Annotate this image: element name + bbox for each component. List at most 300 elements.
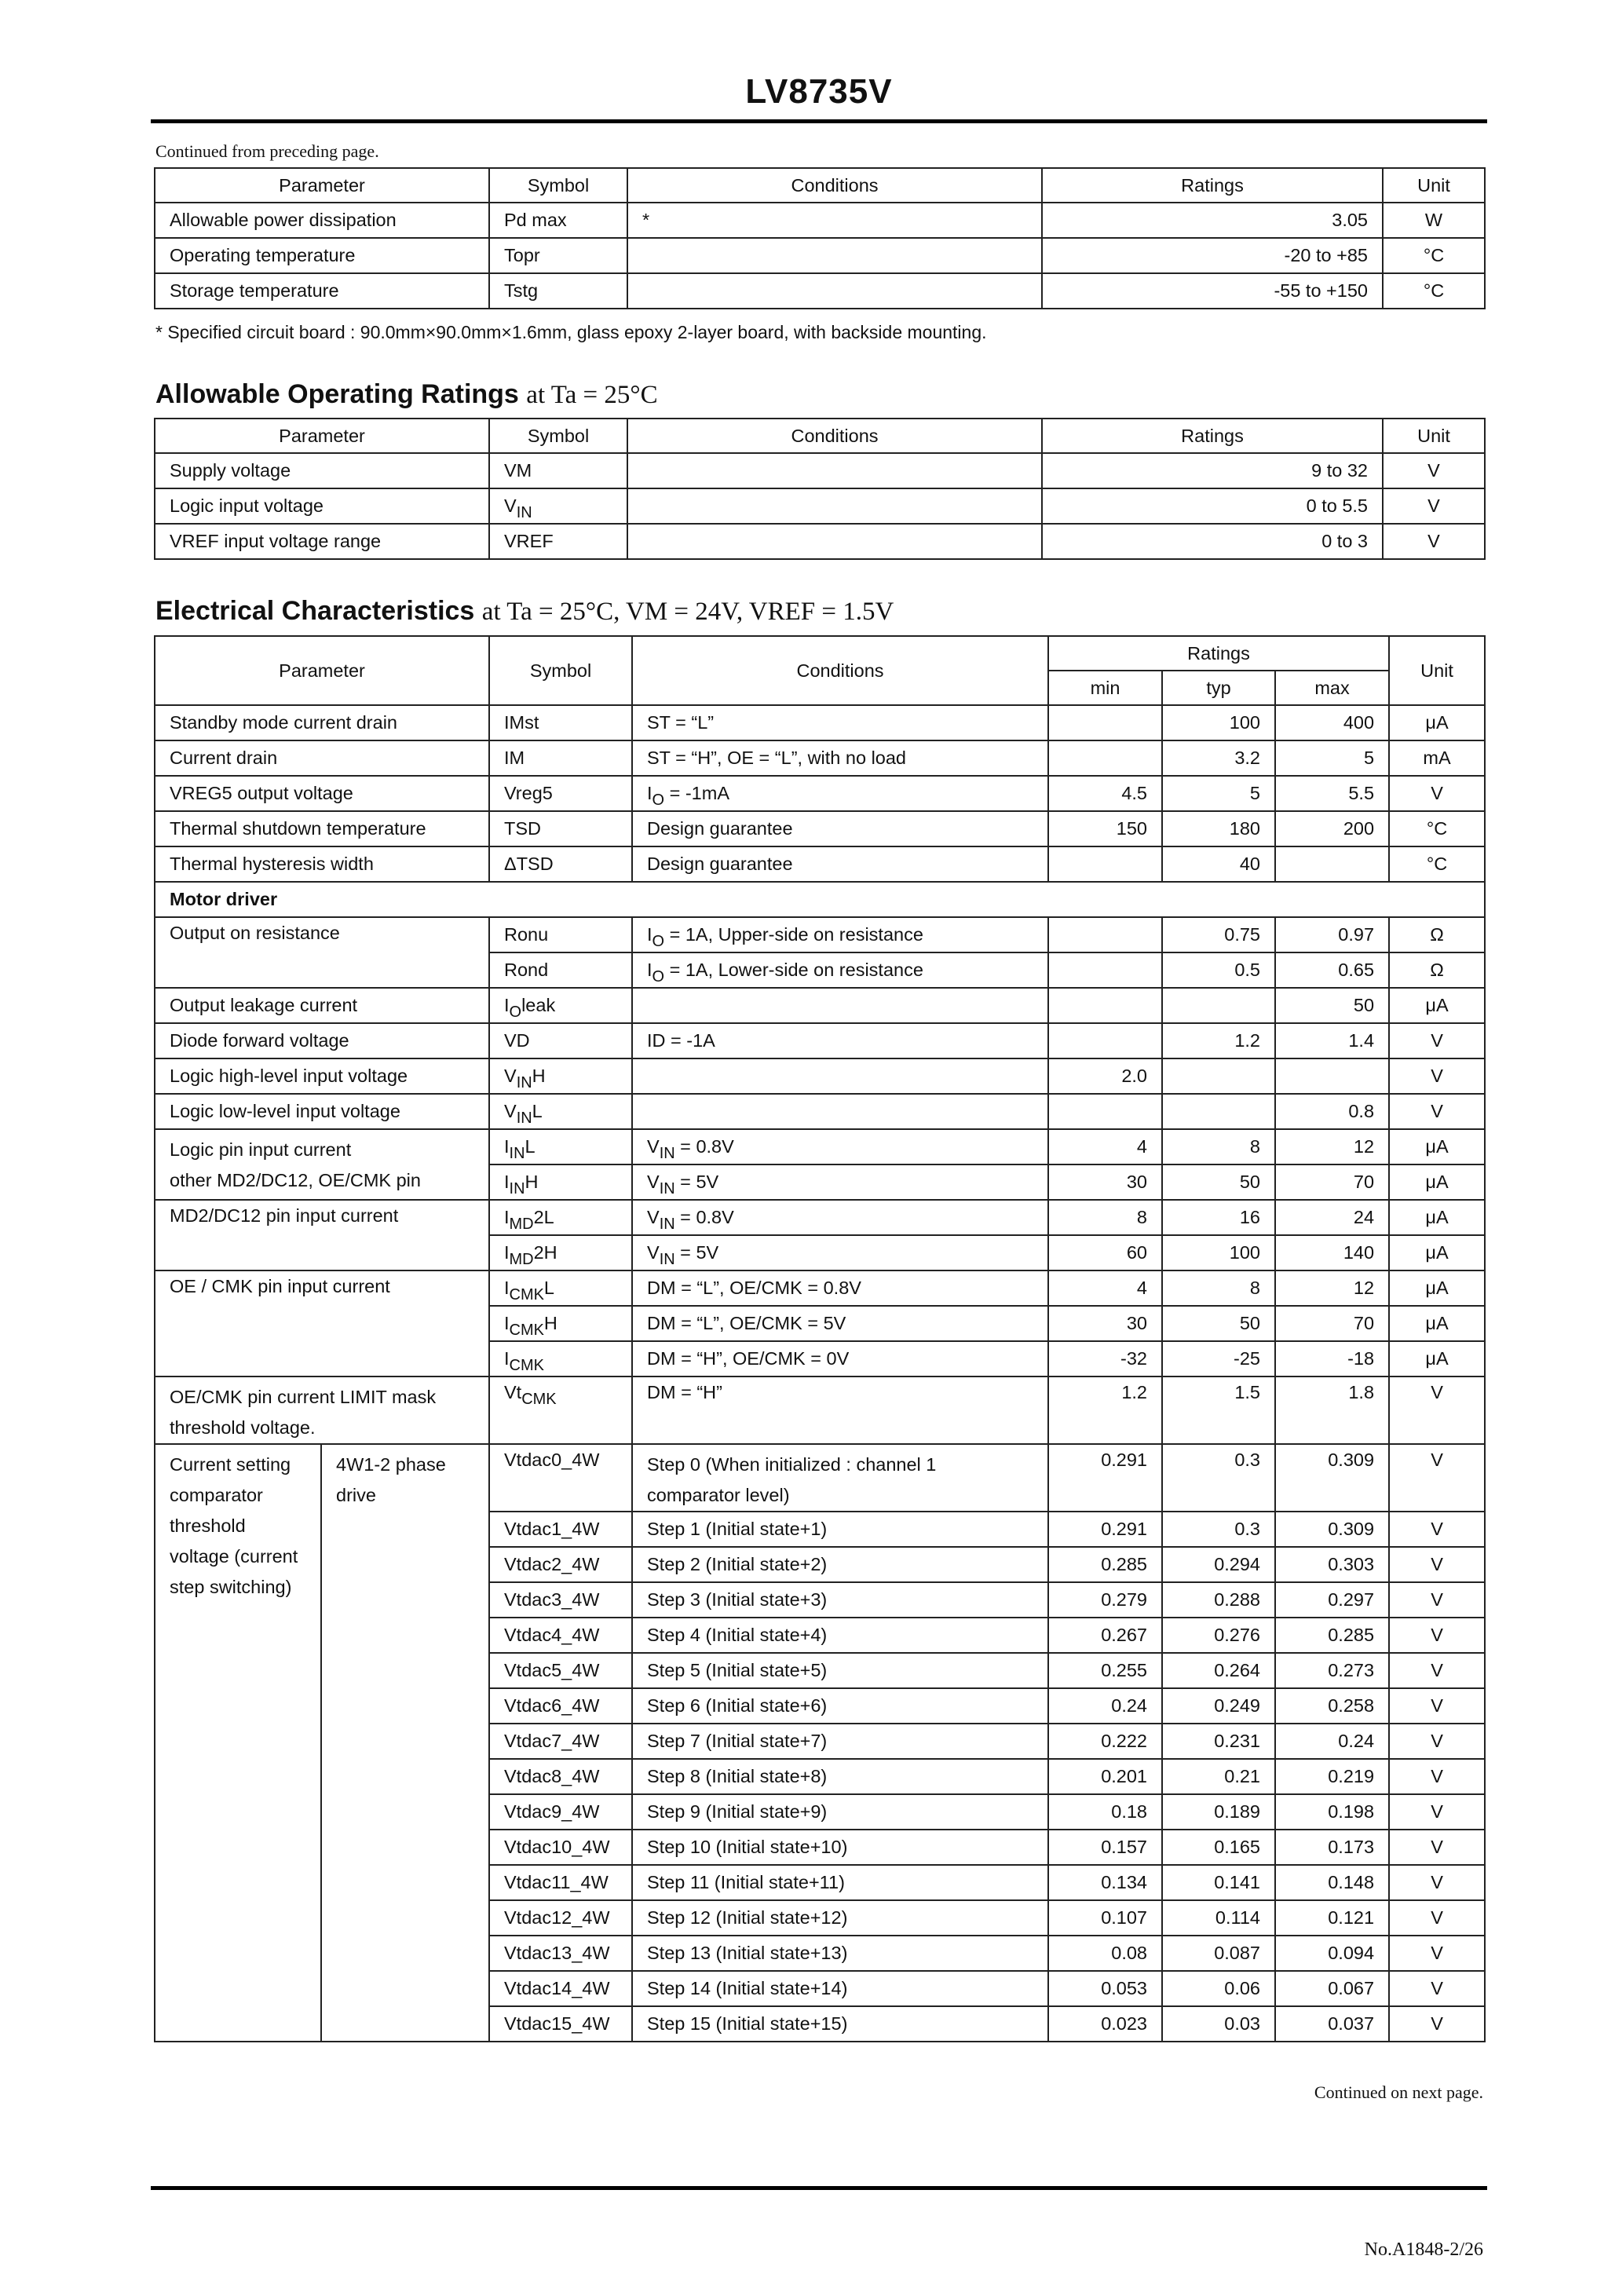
cell-max: 70 bbox=[1275, 1164, 1389, 1200]
cell-symbol bbox=[489, 488, 627, 524]
cell-param: Current drain bbox=[155, 740, 489, 776]
cell-param: VREF input voltage range bbox=[155, 524, 489, 559]
cell-unit: μA bbox=[1389, 1270, 1485, 1306]
cell-min: 60 bbox=[1048, 1235, 1162, 1270]
cell-rating: -55 to +150 bbox=[1042, 273, 1383, 309]
cell-symbol: Vtdac4_4W bbox=[489, 1618, 632, 1653]
aor-heading-text: Allowable Operating Ratings bbox=[155, 379, 519, 409]
cond-sub: O bbox=[652, 791, 665, 809]
cond-main: V bbox=[647, 1172, 660, 1192]
page-title: LV8735V bbox=[745, 72, 893, 111]
cell-symbol: VM bbox=[489, 453, 627, 488]
table-header-row bbox=[155, 419, 1485, 453]
sym-sub: CMK bbox=[509, 1285, 544, 1303]
cell-param: Storage temperature bbox=[155, 273, 489, 309]
cell-max: 0.198 bbox=[1275, 1794, 1389, 1830]
cell-rating: 9 to 32 bbox=[1042, 453, 1383, 488]
sym-sub: IN bbox=[509, 1144, 525, 1162]
cell-symbol: Vtdac8_4W bbox=[489, 1759, 632, 1794]
sym-rest: leak bbox=[521, 995, 556, 1015]
cell-max: 50 bbox=[1275, 988, 1389, 1023]
cell-min: 1.2 bbox=[1048, 1377, 1162, 1444]
cell-symbol: Vtdac13_4W bbox=[489, 1936, 632, 1971]
cell-min: 4.5 bbox=[1048, 776, 1162, 811]
cell-typ: 50 bbox=[1162, 1164, 1275, 1200]
col-unit: Unit bbox=[1383, 419, 1485, 453]
cell-min: 0.24 bbox=[1048, 1688, 1162, 1724]
sym-main: I bbox=[504, 1207, 510, 1227]
cell-symbol: Vtdac9_4W bbox=[489, 1794, 632, 1830]
cell-max: 0.067 bbox=[1275, 1971, 1389, 2006]
cell-symbol bbox=[489, 1341, 632, 1377]
cell-unit: V bbox=[1389, 1724, 1485, 1759]
cell-cond: Step 2 (Initial state+2) bbox=[632, 1547, 1048, 1582]
cell-max: 1.4 bbox=[1275, 1023, 1389, 1058]
cell-unit: μA bbox=[1389, 1164, 1485, 1200]
cell-unit: °C bbox=[1383, 238, 1485, 273]
cell-cond: ID = -1A bbox=[632, 1023, 1048, 1058]
table-row bbox=[155, 776, 1485, 811]
cell-min: 0.08 bbox=[1048, 1936, 1162, 1971]
cell-cond: Step 11 (Initial state+11) bbox=[632, 1865, 1048, 1900]
table-row bbox=[155, 846, 1485, 882]
cond-sub: IN bbox=[659, 1215, 675, 1233]
cell-cond: Step 7 (Initial state+7) bbox=[632, 1724, 1048, 1759]
col-min: min bbox=[1048, 671, 1162, 705]
cell-max: 0.094 bbox=[1275, 1936, 1389, 1971]
table-row bbox=[155, 273, 1485, 309]
sym-sub: MD bbox=[509, 1215, 534, 1233]
sym-sub: MD bbox=[509, 1250, 534, 1268]
cell-unit: μA bbox=[1389, 1235, 1485, 1270]
continued-next-note: Continued on next page. bbox=[1314, 2082, 1483, 2102]
cell-min: 0.201 bbox=[1048, 1759, 1162, 1794]
param-line-2: other MD2/DC12, OE/CMK pin bbox=[170, 1170, 421, 1190]
cell-min: 8 bbox=[1048, 1200, 1162, 1235]
cell-min: 30 bbox=[1048, 1164, 1162, 1200]
cell-cond bbox=[632, 1058, 1048, 1094]
cell-cond bbox=[627, 238, 1042, 273]
ec-heading-cond: at Ta = 25°C, VM = 24V, VREF = 1.5V bbox=[481, 598, 894, 626]
cell-max: 0.24 bbox=[1275, 1724, 1389, 1759]
cell-min: 150 bbox=[1048, 811, 1162, 846]
cell-unit: V bbox=[1389, 1759, 1485, 1794]
cell-min: 0.291 bbox=[1048, 1444, 1162, 1512]
table-row bbox=[155, 238, 1485, 273]
cell-cond: Step 13 (Initial state+13) bbox=[632, 1936, 1048, 1971]
cell-cond: DM = “L”, OE/CMK = 0.8V bbox=[632, 1270, 1048, 1306]
cell-unit: μA bbox=[1389, 988, 1485, 1023]
cond-rest: = 0.8V bbox=[674, 1136, 734, 1157]
cell-cond: Step 8 (Initial state+8) bbox=[632, 1759, 1048, 1794]
cell-symbol: ΔTSD bbox=[489, 846, 632, 882]
cell-param: Logic low-level input voltage bbox=[155, 1094, 489, 1129]
cell-min: 0.291 bbox=[1048, 1512, 1162, 1547]
table-row bbox=[155, 524, 1485, 559]
vtdac-rows bbox=[155, 1444, 1485, 2042]
cond-main: I bbox=[647, 924, 652, 945]
cell-typ: 0.21 bbox=[1162, 1759, 1275, 1794]
col-parameter: Parameter bbox=[155, 636, 489, 705]
cell-symbol bbox=[489, 1129, 632, 1164]
cell-max: 200 bbox=[1275, 811, 1389, 846]
cell-cond: Step 14 (Initial state+14) bbox=[632, 1971, 1048, 2006]
cell-symbol bbox=[489, 1200, 632, 1235]
cell-cond bbox=[627, 524, 1042, 559]
cell-unit: V bbox=[1389, 1512, 1485, 1547]
cell-symbol bbox=[489, 1270, 632, 1306]
cell-max: 0.148 bbox=[1275, 1865, 1389, 1900]
cell-cond: Step 4 (Initial state+4) bbox=[632, 1618, 1048, 1653]
footer-rule bbox=[151, 2186, 1487, 2190]
cell-unit: V bbox=[1389, 1582, 1485, 1618]
cell-cond: Step 6 (Initial state+6) bbox=[632, 1688, 1048, 1724]
col-parameter: Parameter bbox=[155, 168, 489, 203]
cell-cond: Step 3 (Initial state+3) bbox=[632, 1582, 1048, 1618]
aor-heading bbox=[155, 379, 658, 410]
sym-sub: CMK bbox=[521, 1390, 557, 1408]
cell-max: 400 bbox=[1275, 705, 1389, 740]
table-row bbox=[155, 1058, 1485, 1094]
cell-cond: Step 10 (Initial state+10) bbox=[632, 1830, 1048, 1865]
cell-typ: 0.288 bbox=[1162, 1582, 1275, 1618]
cell-typ: 40 bbox=[1162, 846, 1275, 882]
cell-typ: 0.03 bbox=[1162, 2006, 1275, 2042]
document-number: No.A1848-2/26 bbox=[1364, 2239, 1483, 2260]
cell-max bbox=[1275, 846, 1389, 882]
sym-sub: CMK bbox=[509, 1321, 544, 1339]
cell-cond bbox=[627, 488, 1042, 524]
cell-typ: 0.3 bbox=[1162, 1444, 1275, 1512]
sym-main: I bbox=[504, 1172, 510, 1192]
sym-rest: L bbox=[525, 1136, 536, 1157]
cell-symbol: Ronu bbox=[489, 917, 632, 952]
cell-param: Output on resistance bbox=[155, 917, 489, 988]
cell-cond: DM = “H” bbox=[632, 1377, 1048, 1444]
cell-param: Output leakage current bbox=[155, 988, 489, 1023]
cell-unit: V bbox=[1389, 1900, 1485, 1936]
cell-unit: V bbox=[1389, 1865, 1485, 1900]
cell-min: 2.0 bbox=[1048, 1058, 1162, 1094]
cell-symbol: Vtdac11_4W bbox=[489, 1865, 632, 1900]
cell-typ bbox=[1162, 988, 1275, 1023]
cond-main: I bbox=[647, 960, 652, 980]
cell-symbol: Vtdac5_4W bbox=[489, 1653, 632, 1688]
cell-min bbox=[1048, 988, 1162, 1023]
cell-param: OE / CMK pin input current bbox=[155, 1270, 489, 1377]
cell-unit: Ω bbox=[1389, 917, 1485, 952]
cell-unit: °C bbox=[1383, 273, 1485, 309]
sym-main: I bbox=[504, 1136, 510, 1157]
cell-symbol: Vtdac1_4W bbox=[489, 1512, 632, 1547]
sym-rest: H bbox=[525, 1172, 539, 1192]
cell-unit: V bbox=[1389, 1688, 1485, 1724]
cell-unit: V bbox=[1383, 453, 1485, 488]
cell-unit: μA bbox=[1389, 1306, 1485, 1341]
cell-unit: °C bbox=[1389, 811, 1485, 846]
cell-cond bbox=[632, 917, 1048, 952]
cell-unit: Ω bbox=[1389, 952, 1485, 988]
cell-unit: V bbox=[1383, 524, 1485, 559]
table-row bbox=[155, 203, 1485, 238]
section-row bbox=[155, 882, 1485, 917]
cell-cond: Step 15 (Initial state+15) bbox=[632, 2006, 1048, 2042]
sym-sub: IN bbox=[516, 503, 532, 521]
cell-symbol: Vtdac3_4W bbox=[489, 1582, 632, 1618]
cell-typ: 16 bbox=[1162, 1200, 1275, 1235]
sym-main: V bbox=[504, 495, 517, 516]
cell-param: Logic input voltage bbox=[155, 488, 489, 524]
sym-main: V bbox=[504, 1101, 517, 1121]
cell-mode bbox=[321, 1444, 489, 2042]
table-row bbox=[155, 1129, 1485, 1164]
cell-typ: 8 bbox=[1162, 1129, 1275, 1164]
cell-typ: 0.294 bbox=[1162, 1547, 1275, 1582]
param-line-1: OE/CMK pin current LIMIT mask bbox=[170, 1387, 437, 1407]
cell-cond bbox=[632, 1200, 1048, 1235]
cell-min: 0.279 bbox=[1048, 1582, 1162, 1618]
cell-unit: V bbox=[1389, 1971, 1485, 2006]
sym-main: I bbox=[504, 1348, 510, 1369]
cell-cond: Design guarantee bbox=[632, 846, 1048, 882]
cell-cond: ST = “L” bbox=[632, 705, 1048, 740]
cell-param bbox=[155, 1129, 489, 1200]
cell-typ: 0.231 bbox=[1162, 1724, 1275, 1759]
header-rule bbox=[151, 119, 1487, 123]
cond-main: I bbox=[647, 783, 652, 803]
param-line-1: Logic pin input current bbox=[170, 1139, 352, 1160]
cell-min: 0.222 bbox=[1048, 1724, 1162, 1759]
sym-sub: IN bbox=[509, 1179, 525, 1197]
cell-rating: -20 to +85 bbox=[1042, 238, 1383, 273]
param-line-2: threshold voltage. bbox=[170, 1417, 316, 1438]
sym-sub: IN bbox=[516, 1073, 532, 1091]
cell-typ: 0.249 bbox=[1162, 1688, 1275, 1724]
cell-unit: W bbox=[1383, 203, 1485, 238]
table-row bbox=[155, 917, 1485, 952]
sym-rest: 2L bbox=[533, 1207, 554, 1227]
sym-sub: CMK bbox=[509, 1356, 544, 1374]
cell-min: 30 bbox=[1048, 1306, 1162, 1341]
cell-max: 0.273 bbox=[1275, 1653, 1389, 1688]
table-row bbox=[155, 1270, 1485, 1306]
cell-unit: μA bbox=[1389, 1200, 1485, 1235]
sym-main: V bbox=[504, 1066, 517, 1086]
cell-min bbox=[1048, 917, 1162, 952]
cond-rest: = 1A, Lower-side on resistance bbox=[664, 960, 923, 980]
cell-unit: V bbox=[1389, 1058, 1485, 1094]
cell-symbol: VD bbox=[489, 1023, 632, 1058]
cell-typ: 0.3 bbox=[1162, 1512, 1275, 1547]
cell-typ: 100 bbox=[1162, 705, 1275, 740]
col-ratings: Ratings bbox=[1042, 168, 1383, 203]
cell-symbol: Topr bbox=[489, 238, 627, 273]
cell-typ: 50 bbox=[1162, 1306, 1275, 1341]
cond-rest: = 1A, Upper-side on resistance bbox=[664, 924, 923, 945]
cell-typ: 180 bbox=[1162, 811, 1275, 846]
col-ratings: Ratings bbox=[1042, 419, 1383, 453]
col-conditions: Conditions bbox=[632, 636, 1048, 705]
col-max: max bbox=[1275, 671, 1389, 705]
cell-param bbox=[155, 1377, 489, 1444]
cell-unit: V bbox=[1389, 1547, 1485, 1582]
cell-cond bbox=[627, 273, 1042, 309]
col-parameter: Parameter bbox=[155, 419, 489, 453]
table-row bbox=[155, 1200, 1485, 1235]
cond-main: V bbox=[647, 1136, 660, 1157]
cell-min: 0.255 bbox=[1048, 1653, 1162, 1688]
col-unit: Unit bbox=[1383, 168, 1485, 203]
cell-cond: Step 12 (Initial state+12) bbox=[632, 1900, 1048, 1936]
cell-max: 0.219 bbox=[1275, 1759, 1389, 1794]
cell-min: 0.023 bbox=[1048, 2006, 1162, 2042]
cell-cond: DM = “H”, OE/CMK = 0V bbox=[632, 1341, 1048, 1377]
col-symbol: Symbol bbox=[489, 636, 632, 705]
cell-unit: mA bbox=[1389, 740, 1485, 776]
cell-max: 0.309 bbox=[1275, 1444, 1389, 1512]
cond-rest: = 0.8V bbox=[674, 1207, 734, 1227]
cell-symbol bbox=[489, 1094, 632, 1129]
cell-param: Supply voltage bbox=[155, 453, 489, 488]
cell-typ: 0.276 bbox=[1162, 1618, 1275, 1653]
cell-typ: 0.189 bbox=[1162, 1794, 1275, 1830]
cell-param: Logic high-level input voltage bbox=[155, 1058, 489, 1094]
cell-unit: V bbox=[1389, 1830, 1485, 1865]
cell-max: 5 bbox=[1275, 740, 1389, 776]
cell-max: 0.037 bbox=[1275, 2006, 1389, 2042]
cell-min: 0.157 bbox=[1048, 1830, 1162, 1865]
table-row bbox=[155, 1023, 1485, 1058]
cell-cond bbox=[632, 952, 1048, 988]
cell-typ bbox=[1162, 1058, 1275, 1094]
cell-unit: V bbox=[1389, 1377, 1485, 1444]
cell-cond: Step 1 (Initial state+1) bbox=[632, 1512, 1048, 1547]
abs-max-table bbox=[154, 167, 1486, 309]
col-symbol: Symbol bbox=[489, 419, 627, 453]
cell-max: 12 bbox=[1275, 1270, 1389, 1306]
cell-max: 0.285 bbox=[1275, 1618, 1389, 1653]
cell-cond: DM = “L”, OE/CMK = 5V bbox=[632, 1306, 1048, 1341]
cell-max: -18 bbox=[1275, 1341, 1389, 1377]
cell-unit: V bbox=[1389, 1618, 1485, 1653]
cell-unit: V bbox=[1389, 1936, 1485, 1971]
table-header-row bbox=[155, 636, 1485, 671]
motor-driver-section: Motor driver bbox=[155, 882, 1485, 917]
cell-unit: V bbox=[1389, 1794, 1485, 1830]
col-symbol: Symbol bbox=[489, 168, 627, 203]
cell-cond: ST = “H”, OE = “L”, with no load bbox=[632, 740, 1048, 776]
sym-main: I bbox=[504, 995, 510, 1015]
cell-rating: 0 to 3 bbox=[1042, 524, 1383, 559]
cell-symbol bbox=[489, 1058, 632, 1094]
sym-main: I bbox=[504, 1242, 510, 1263]
cell-symbol: Vtdac14_4W bbox=[489, 1971, 632, 2006]
sym-rest: 2H bbox=[533, 1242, 557, 1263]
cell-param bbox=[155, 1444, 321, 2042]
cell-cond: Step 9 (Initial state+9) bbox=[632, 1794, 1048, 1830]
cell-param: Operating temperature bbox=[155, 238, 489, 273]
cell-min: -32 bbox=[1048, 1341, 1162, 1377]
table-row bbox=[155, 1444, 1485, 1512]
cell-typ: 0.087 bbox=[1162, 1936, 1275, 1971]
cell-param: Thermal hysteresis width bbox=[155, 846, 489, 882]
cell-max: 0.121 bbox=[1275, 1900, 1389, 1936]
cell-typ bbox=[1162, 1094, 1275, 1129]
cell-min bbox=[1048, 1094, 1162, 1129]
cell-unit: V bbox=[1389, 2006, 1485, 2042]
aor-table bbox=[154, 418, 1486, 560]
col-typ: typ bbox=[1162, 671, 1275, 705]
cell-unit: V bbox=[1389, 1653, 1485, 1688]
col-conditions: Conditions bbox=[627, 419, 1042, 453]
cell-symbol: TSD bbox=[489, 811, 632, 846]
cond-rest: = 5V bbox=[674, 1242, 719, 1263]
cell-rating: 0 to 5.5 bbox=[1042, 488, 1383, 524]
cell-max: 140 bbox=[1275, 1235, 1389, 1270]
cell-cond bbox=[632, 1235, 1048, 1270]
cell-symbol: Vreg5 bbox=[489, 776, 632, 811]
cell-unit: V bbox=[1383, 488, 1485, 524]
cell-symbol: IM bbox=[489, 740, 632, 776]
cell-symbol: Tstg bbox=[489, 273, 627, 309]
sym-rest: H bbox=[543, 1313, 557, 1333]
cell-symbol bbox=[489, 1235, 632, 1270]
cell-param: Allowable power dissipation bbox=[155, 203, 489, 238]
cell-max: 0.173 bbox=[1275, 1830, 1389, 1865]
cell-unit: °C bbox=[1389, 846, 1485, 882]
cell-max bbox=[1275, 1058, 1389, 1094]
cell-typ: -25 bbox=[1162, 1341, 1275, 1377]
cell-symbol: Rond bbox=[489, 952, 632, 988]
cell-cond bbox=[632, 988, 1048, 1023]
cell-typ: 0.5 bbox=[1162, 952, 1275, 988]
col-unit: Unit bbox=[1389, 636, 1485, 705]
cell-symbol: Vtdac10_4W bbox=[489, 1830, 632, 1865]
table-header-row bbox=[155, 168, 1485, 203]
cell-symbol: Pd max bbox=[489, 203, 627, 238]
cond-sub: IN bbox=[659, 1250, 675, 1268]
cell-min: 0.134 bbox=[1048, 1865, 1162, 1900]
cell-symbol: Vtdac7_4W bbox=[489, 1724, 632, 1759]
cell-param: Standby mode current drain bbox=[155, 705, 489, 740]
table-row bbox=[155, 705, 1485, 740]
cell-typ: 5 bbox=[1162, 776, 1275, 811]
cell-unit: V bbox=[1389, 1444, 1485, 1512]
cell-rating: 3.05 bbox=[1042, 203, 1383, 238]
sym-main: I bbox=[504, 1313, 510, 1333]
cell-min: 4 bbox=[1048, 1270, 1162, 1306]
cell-cond: Step 0 (When initialized : channel 1 comparator level) bbox=[632, 1444, 1048, 1512]
table-row bbox=[155, 811, 1485, 846]
cell-symbol: Vtdac2_4W bbox=[489, 1547, 632, 1582]
cell-typ: 8 bbox=[1162, 1270, 1275, 1306]
cell-cond bbox=[632, 1094, 1048, 1129]
cond-main: V bbox=[647, 1207, 660, 1227]
cond-rest: = -1mA bbox=[664, 783, 730, 803]
cell-max: 12 bbox=[1275, 1129, 1389, 1164]
cell-cond: * bbox=[627, 203, 1042, 238]
cell-unit: V bbox=[1389, 1094, 1485, 1129]
cell-min: 0.267 bbox=[1048, 1618, 1162, 1653]
cell-cond bbox=[632, 1129, 1048, 1164]
cell-cond bbox=[632, 776, 1048, 811]
cell-symbol: VREF bbox=[489, 524, 627, 559]
aor-heading-cond: at Ta = 25°C bbox=[526, 381, 658, 409]
cell-unit: V bbox=[1389, 776, 1485, 811]
cell-cond bbox=[627, 453, 1042, 488]
cond-main: V bbox=[647, 1242, 660, 1263]
cell-min bbox=[1048, 705, 1162, 740]
